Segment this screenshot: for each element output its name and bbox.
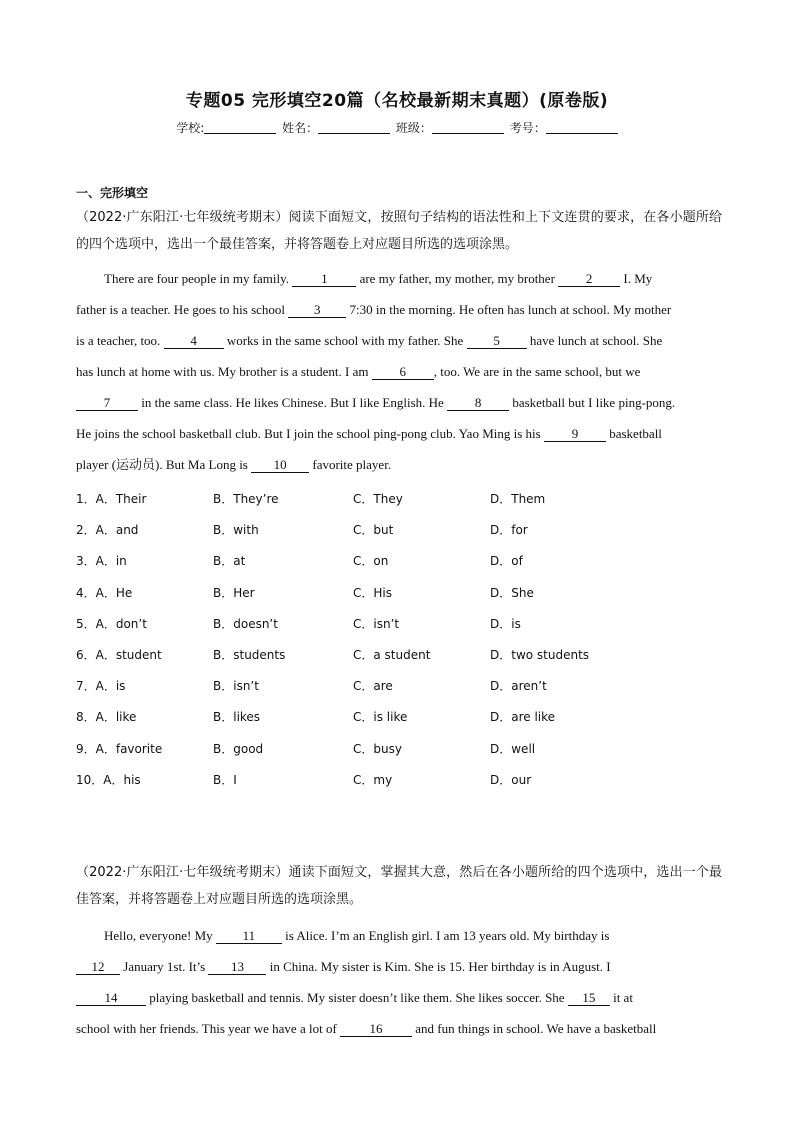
blank-15[interactable]: 15: [568, 990, 610, 1006]
option-c[interactable]: C．is like: [353, 710, 408, 725]
name-field: 姓名：: [282, 119, 390, 136]
passage-text: , too. We are in the same school, but we: [433, 364, 641, 379]
blank-2[interactable]: 2: [558, 271, 620, 287]
option-a-cell: [76, 646, 162, 663]
option-a-cell: [76, 708, 136, 725]
option-a-cell: [76, 490, 146, 507]
option-a-cell: [76, 740, 162, 757]
exam-number-blank[interactable]: [546, 121, 618, 134]
option-b[interactable]: B．good: [213, 741, 264, 756]
passage1-options: [76, 490, 722, 802]
option-a[interactable]: A．He: [95, 585, 133, 600]
option-b[interactable]: B．They’re: [213, 492, 279, 506]
passage-text: basketball: [605, 426, 662, 441]
option-c[interactable]: C．isn’t: [353, 616, 400, 631]
option-b[interactable]: B．students: [213, 647, 286, 662]
option-b[interactable]: B．at: [213, 554, 246, 569]
option-c[interactable]: C．on: [353, 554, 389, 569]
question-number: 6．: [76, 647, 96, 662]
passage-text: player (运动员). But Ma Long is: [76, 457, 252, 472]
blank-14[interactable]: 14: [76, 990, 146, 1006]
section-heading: 一、完形填空: [76, 186, 149, 200]
passage-text: has lunch at home with us. My brother is a student. I am: [76, 364, 372, 379]
blank-1[interactable]: 1: [292, 271, 356, 287]
option-c[interactable]: C．His: [353, 585, 392, 600]
question-number: 7．: [76, 679, 96, 694]
option-a-cell: [76, 677, 125, 694]
option-a-cell: [76, 584, 132, 601]
option-b[interactable]: B．with: [213, 523, 259, 538]
blank-5[interactable]: 5: [467, 333, 527, 349]
passage-line: [76, 325, 722, 356]
option-b[interactable]: B．Her: [213, 585, 255, 600]
passage-text: is a teacher, too.: [76, 333, 164, 348]
option-a[interactable]: A．favorite: [95, 741, 163, 756]
option-d[interactable]: D．She: [490, 585, 534, 600]
question-number: 2．: [76, 523, 96, 538]
passage-text: and fun things in school. We have a basketball: [412, 1021, 657, 1036]
option-a-cell: [76, 615, 147, 632]
option-d[interactable]: D．Them: [490, 492, 546, 506]
option-c[interactable]: C．busy: [353, 741, 402, 756]
option-a[interactable]: A．don’t: [95, 616, 147, 631]
option-d[interactable]: D．well: [490, 741, 536, 756]
passage-text: 7:30 in the morning. He often has lunch at school. My mother: [346, 302, 672, 317]
passage-line: [76, 920, 722, 951]
passage-text: in the same class. He likes Chinese. But I like English. He: [138, 395, 448, 410]
blank-10[interactable]: 10: [251, 457, 309, 473]
option-d[interactable]: D．two students: [490, 647, 590, 662]
passage-line: [76, 951, 722, 982]
passage-line: [76, 294, 722, 325]
option-a[interactable]: A．is: [95, 679, 126, 694]
option-c[interactable]: C．They: [353, 492, 403, 506]
passage-text: Hello, everyone! My: [104, 928, 216, 943]
option-a-cell: [76, 771, 141, 788]
option-d[interactable]: D．aren’t: [490, 679, 547, 694]
option-c[interactable]: C．are: [353, 679, 393, 694]
question-3: [76, 552, 722, 583]
option-d[interactable]: D．is: [490, 616, 521, 631]
passage-text: playing basketball and tennis. My sister doesn’t like them. She likes soccer. She: [146, 990, 568, 1005]
passage-text: favorite player.: [309, 457, 392, 472]
passage-line: [76, 356, 722, 387]
question-6: [76, 646, 722, 677]
passage-text: basketball but I like ping-pong.: [509, 395, 676, 410]
question-1: [76, 490, 722, 521]
passage-line: [76, 449, 722, 480]
blank-8[interactable]: 8: [447, 395, 509, 411]
option-c[interactable]: C．but: [353, 523, 394, 538]
question-7: [76, 677, 722, 708]
option-a-cell: [76, 521, 138, 538]
student-info-row: [0, 119, 794, 136]
blank-3[interactable]: 3: [288, 302, 346, 318]
question-number: 9．: [76, 741, 96, 756]
question-number: 8．: [76, 710, 96, 725]
question-10: [76, 771, 722, 802]
page-title: 专题05 完形填空20篇（名校最新期末真题）(原卷版): [185, 91, 609, 111]
question-5: [76, 615, 722, 646]
passage2-text: [76, 920, 722, 1044]
blank-13[interactable]: 13: [208, 959, 266, 975]
question-8: [76, 708, 722, 739]
option-d[interactable]: D．our: [490, 772, 532, 787]
question-number: 3．: [76, 554, 96, 569]
passage-text: I. My: [620, 271, 653, 286]
blank-16[interactable]: 16: [340, 1021, 412, 1037]
option-a[interactable]: A．student: [95, 647, 162, 662]
name-blank[interactable]: [318, 121, 390, 134]
question-4: [76, 584, 722, 615]
exam-number-field: 考号：: [510, 119, 618, 136]
class-blank[interactable]: [432, 121, 504, 134]
passage-text: He joins the school basketball club. But I join the school ping-pong club. Yao Ming is his: [76, 426, 544, 441]
option-a[interactable]: A．in: [95, 554, 127, 569]
passage-text: have lunch at school. She: [526, 333, 663, 348]
question-9: [76, 740, 722, 771]
question-number: 5．: [76, 616, 96, 631]
blank-6[interactable]: 6: [372, 364, 434, 380]
passage-text: There are four people in my family.: [104, 271, 293, 286]
option-b[interactable]: B．I: [213, 772, 237, 787]
passage-text: father is a teacher. He goes to his school: [76, 302, 289, 317]
passage-line: [76, 263, 722, 294]
blank-9[interactable]: 9: [544, 426, 606, 442]
passage-text: school with her friends. This year we have a lot of: [76, 1021, 341, 1036]
option-c[interactable]: C．a student: [353, 647, 431, 662]
passage-line: [76, 982, 722, 1013]
question-number: 4．: [76, 585, 96, 600]
passage-text: it at: [609, 990, 633, 1005]
question-number: 10．: [76, 772, 104, 787]
passage-text: is Alice. I’m an English girl. I am 13 years old. My birthday is: [281, 928, 610, 943]
option-b[interactable]: B．isn’t: [213, 679, 259, 694]
school-blank[interactable]: [204, 121, 276, 134]
option-b[interactable]: B．doesn’t: [213, 616, 278, 631]
blank-12[interactable]: 12: [76, 959, 120, 975]
passage2-instruction: （2022·广东阳江·七年级统考期末）通读下面短文，掌握其大意，然后在各小题所给的四个选项中，选出一个最佳答案，并将答题卷上对应题目所选的选项涂黑。: [76, 865, 722, 907]
blank-7[interactable]: 7: [76, 395, 138, 411]
option-d[interactable]: D．are like: [490, 710, 556, 725]
question-number: 1．: [76, 492, 96, 506]
class-field: 班级：: [396, 119, 504, 136]
passage-text: January 1st. It’s: [120, 959, 209, 974]
passage-line: [76, 1013, 722, 1044]
option-b[interactable]: B．likes: [213, 710, 261, 725]
option-a[interactable]: A．like: [95, 710, 137, 725]
option-a[interactable]: A．his: [103, 772, 141, 787]
option-c[interactable]: C．my: [353, 772, 393, 787]
passage-line: [76, 387, 722, 418]
question-2: [76, 521, 722, 552]
blank-11[interactable]: 11: [216, 928, 282, 944]
passage1-instruction: （2022·广东阳江·七年级统考期末）阅读下面短文，按照句子结构的语法性和上下文连贯的要求，在各小题所给的四个选项中，选出一个最佳答案，并将答题卷上对应题目所选的选项涂黑。: [76, 210, 722, 252]
option-d[interactable]: D．for: [490, 523, 528, 538]
passage-line: [76, 418, 722, 449]
blank-4[interactable]: 4: [164, 333, 224, 349]
school-field: 学校:: [176, 119, 276, 136]
passage-text: are my father, my mother, my brother: [356, 271, 559, 286]
option-a[interactable]: A．and: [95, 523, 139, 538]
passage-text: in China. My sister is Kim. She is 15. Her birthday is in August. I: [266, 959, 611, 974]
option-a-cell: [76, 552, 127, 569]
option-d[interactable]: D．of: [490, 554, 523, 569]
passage1-text: [76, 263, 722, 480]
passage-text: works in the same school with my father. She: [223, 333, 467, 348]
option-a[interactable]: A．Their: [95, 492, 147, 506]
